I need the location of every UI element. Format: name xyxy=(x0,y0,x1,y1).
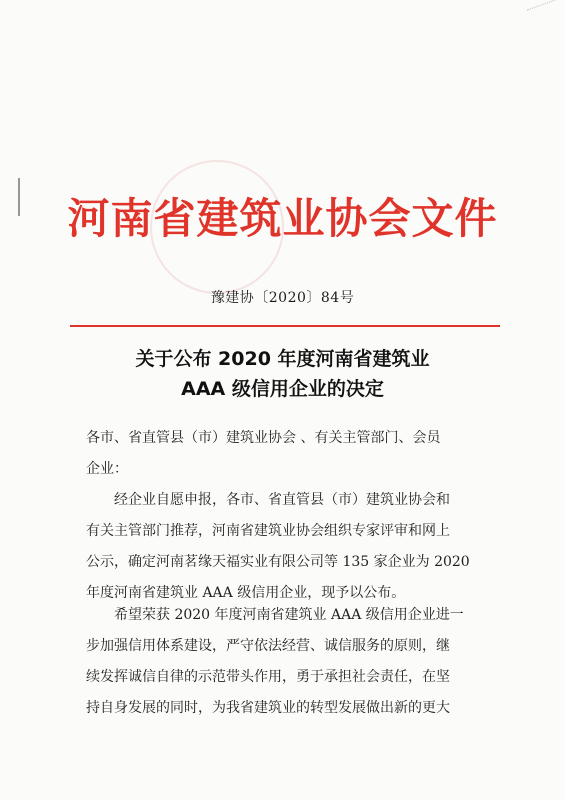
salutation-line: 各市、省直管县（市）建筑业协会 、有关主管部门、会员 xyxy=(86,430,441,446)
red-divider-line xyxy=(70,325,500,327)
document-header-title: 河南省建筑业协会文件 xyxy=(67,194,498,243)
paragraph-line: 公示，确定河南茗缘天福实业有限公司等 135 家企业为 2020 xyxy=(86,554,470,570)
paragraph-line: 年度河南省建筑业 AAA 级信用企业，现予以公布。 xyxy=(86,585,406,601)
paragraph-line: 续发挥诚信自律的示范带头作用，勇于承担社会责任，在坚 xyxy=(86,669,450,685)
salutation xyxy=(86,423,506,485)
paragraph-1 xyxy=(86,485,506,609)
paragraph-line: 经企业自愿申报，各市、省直管县（市）建筑业协会和 xyxy=(114,492,450,508)
paragraph-2 xyxy=(86,600,506,724)
document-number: 豫建协〔2020〕84号 xyxy=(210,290,355,306)
paragraph-line: 持自身发展的同时，为我省建筑业的转型发展做出新的更大 xyxy=(86,700,450,716)
document-title-line-2: AAA 级信用企业的决定 xyxy=(181,378,384,400)
paragraph-line: 有关主管部门推荐，河南省建筑业协会组织专家评审和网上 xyxy=(86,523,450,539)
paragraph-line: 步加强信用体系建设，严守依法经营、诚信服务的原则，继 xyxy=(86,638,450,654)
paragraph-line: 希望荣获 2020 年度河南省建筑业 AAA 级信用企业进一 xyxy=(114,607,464,623)
document-title-line-1: 关于公布 2020 年度河南省建筑业 xyxy=(135,348,430,370)
paper-corner-mark xyxy=(527,0,561,26)
salutation-line: 企业： xyxy=(86,461,128,477)
